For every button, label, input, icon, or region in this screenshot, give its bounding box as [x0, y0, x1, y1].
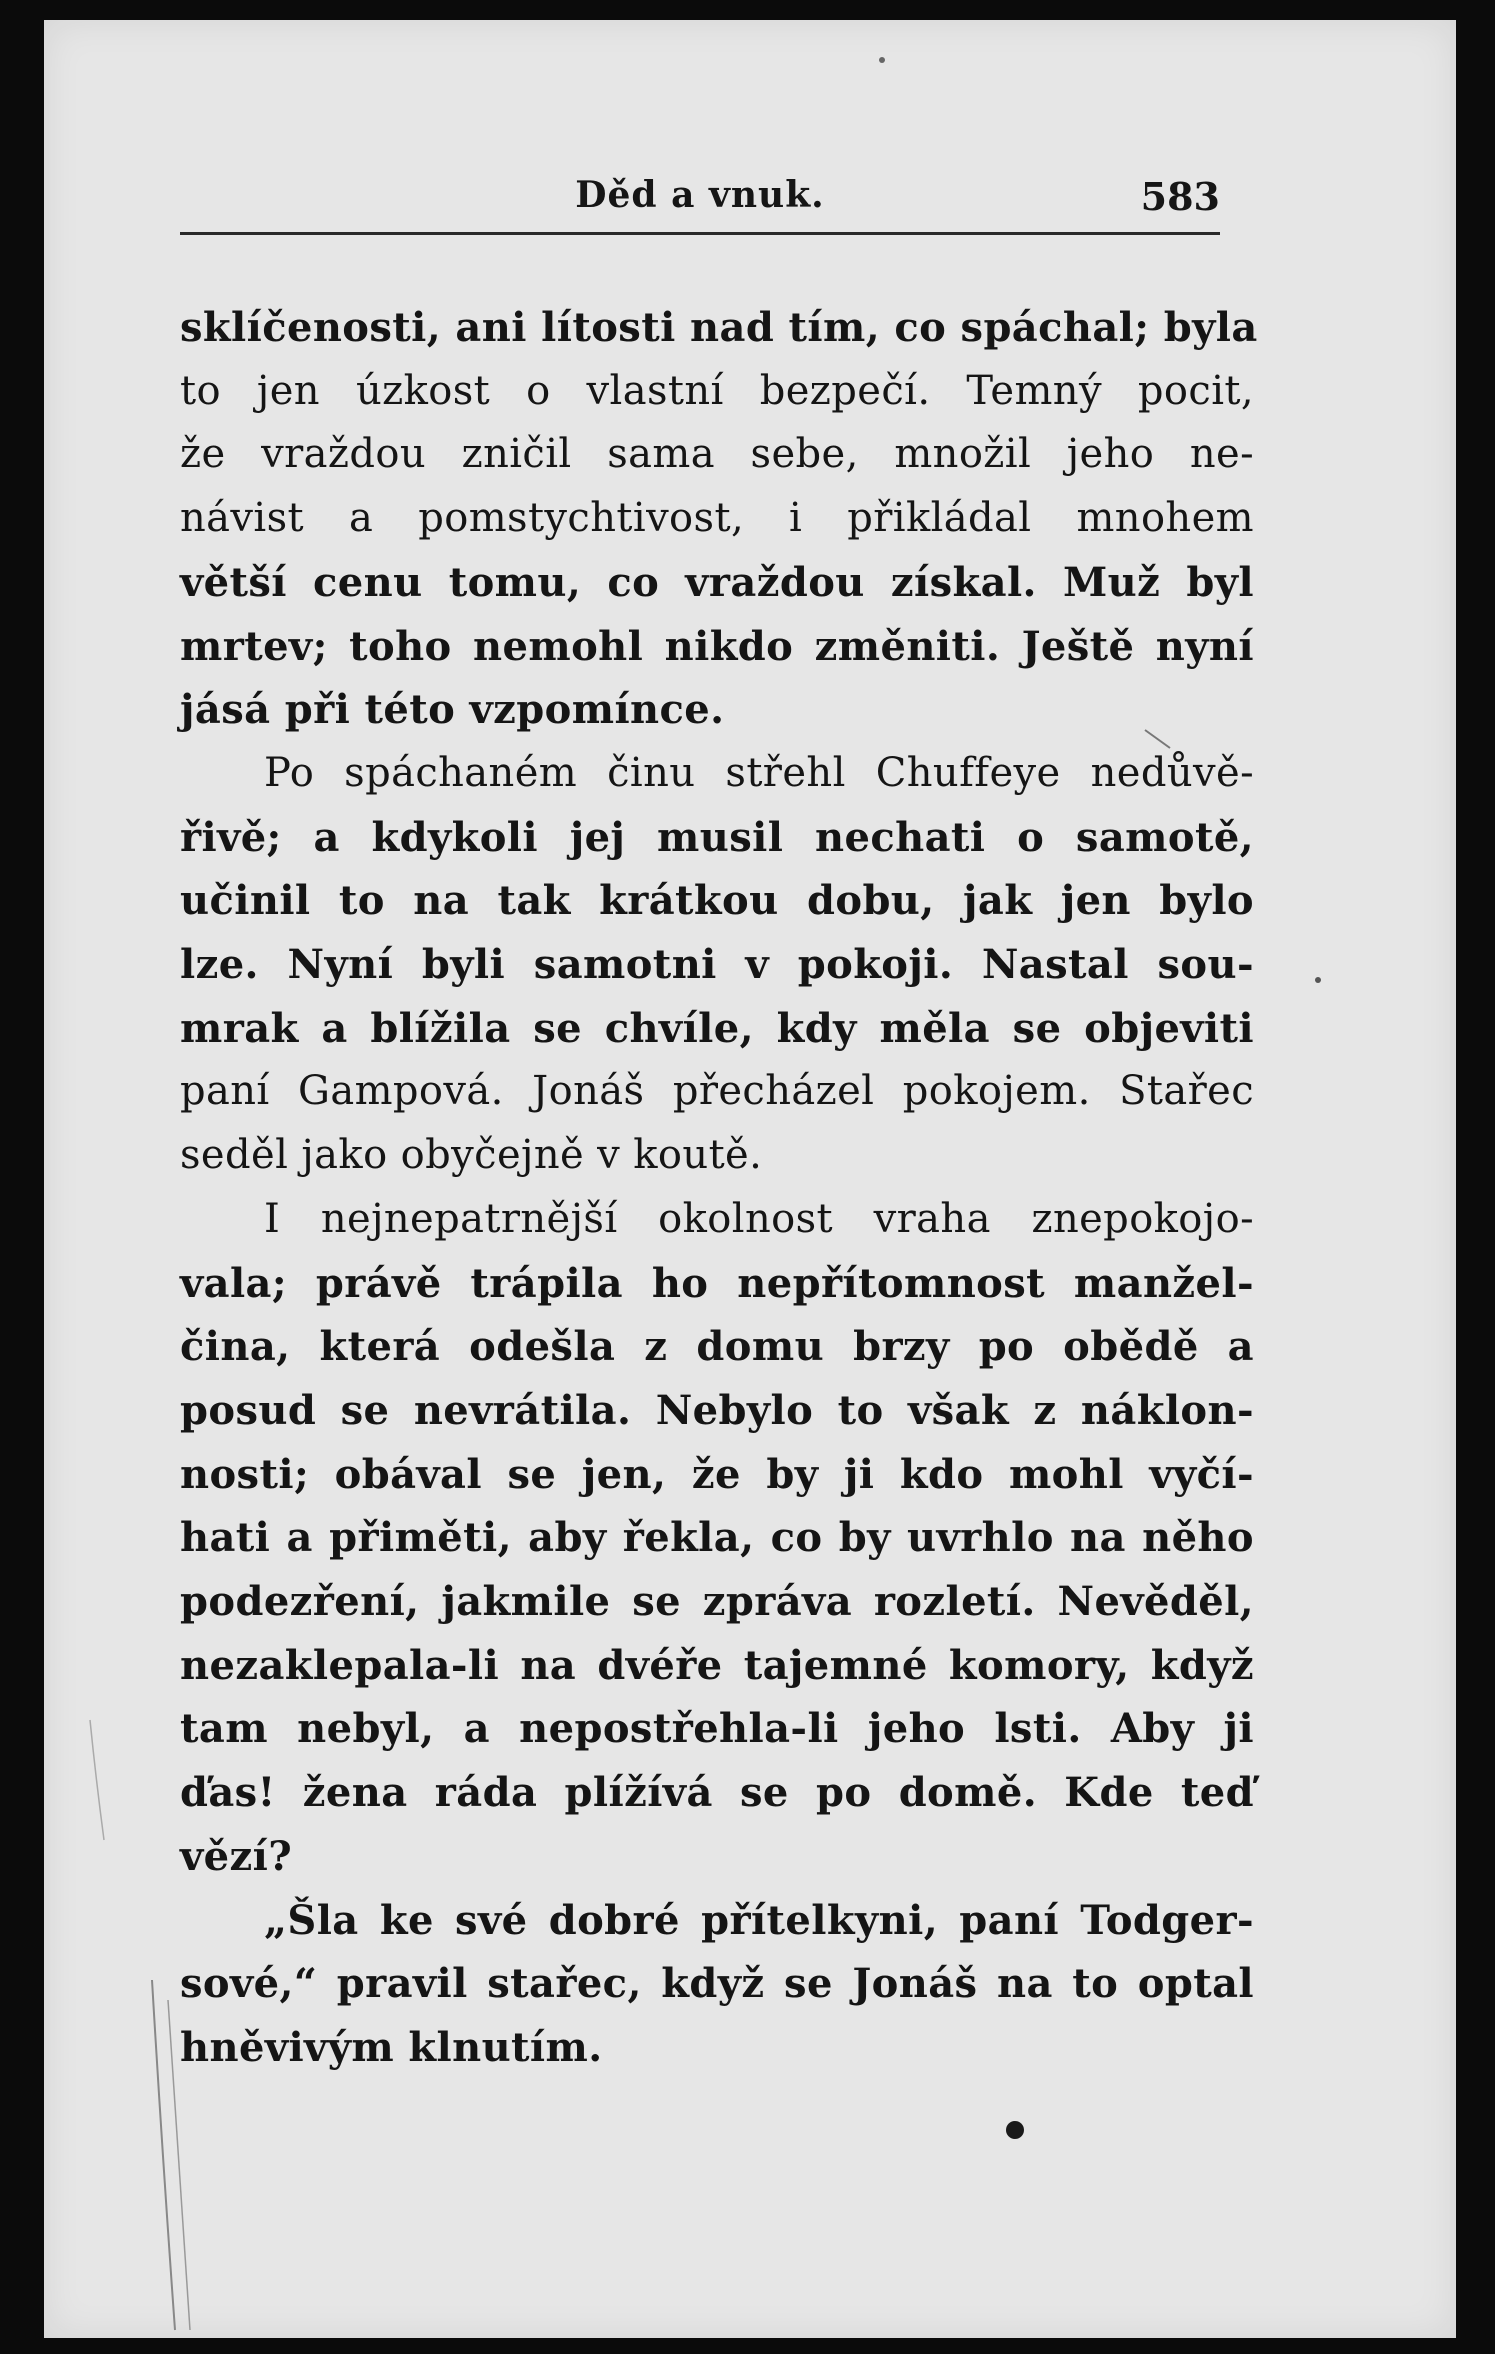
text-line: podezření, jakmile se zpráva rozletí. Nevěděl, — [180, 1578, 1254, 1626]
text-line: lze. Nyní byli samotni v pokoji. Nastal sou- — [180, 941, 1254, 989]
text-line: řivě; a kdykoli jej musil nechati o samotě, — [180, 813, 1254, 861]
text-line: „Šla ke své dobré přítelkyni, paní Todger- — [264, 1896, 1254, 1944]
text-line: čina, která odešla z domu brzy po obědě a — [180, 1323, 1254, 1371]
text-line: vězí? — [180, 1832, 293, 1880]
text-line: seděl jako obyčejně v koutě. — [180, 1132, 763, 1179]
text-line: že vraždou zničil sama sebe, množil jeho ne- — [180, 431, 1254, 478]
running-head — [180, 170, 1220, 230]
text-line: mrak a blížila se chvíle, kdy měla se objeviti — [180, 1004, 1254, 1052]
text-line: hněvivým klnutím. — [180, 2023, 603, 2071]
text-line: ďas! žena ráda plížívá se po domě. Kde teď — [180, 1769, 1254, 1817]
text-line: I nejnepatrnější okolnost vraha znepokojo- — [264, 1195, 1254, 1242]
text-line: hati a přiměti, aby řekla, co by uvrhlo na něho — [180, 1514, 1254, 1562]
header-rule — [180, 232, 1220, 235]
body-text — [180, 296, 1258, 2080]
text-line: návist a pomstychtivost, i přikládal mnohem — [180, 495, 1254, 542]
text-line: učinil to na tak krátkou dobu, jak jen bylo — [180, 877, 1254, 925]
text-line: tam nebyl, a nepostřehla-li jeho lsti. Aby ji — [180, 1705, 1254, 1753]
paragraph-2 — [180, 742, 1254, 1188]
running-title: Děd a vnuk. — [575, 174, 825, 216]
text-line: nosti; obával se jen, že by ji kdo mohl vyčí- — [180, 1450, 1254, 1498]
paragraph-3 — [180, 1188, 1254, 1889]
text-line: sové,“ pravil stařec, když se Jonáš na to optal — [180, 1960, 1254, 2008]
paragraph-4 — [180, 1889, 1254, 2080]
text-line: větší cenu tomu, co vraždou získal. Muž byl — [180, 558, 1254, 606]
text-line: nezaklepala-li na dvéře tajemné komory, když — [180, 1641, 1254, 1689]
text-line: Po spáchaném činu střehl Chuffeye nedůvě- — [264, 749, 1254, 796]
text-line: mrtev; toho nemohl nikdo změniti. Ještě nyní — [180, 622, 1254, 670]
text-line: jásá při této vzpomínce. — [180, 686, 725, 734]
text-line: vala; právě trápila ho nepřítomnost manžel- — [180, 1259, 1254, 1307]
text-line: sklíčenosti, ani lítosti nad tím, co spáchal; byla — [180, 304, 1258, 351]
page-number: 583 — [1140, 174, 1220, 219]
text-line: posud se nevrátila. Nebylo to však z náklon- — [180, 1386, 1254, 1434]
text-line: to jen úzkost o vlastní bezpečí. Temný pocit, — [180, 367, 1254, 414]
text-line: paní Gampová. Jonáš přecházel pokojem. Stařec — [180, 1068, 1254, 1115]
paragraph-1 — [180, 296, 1258, 742]
